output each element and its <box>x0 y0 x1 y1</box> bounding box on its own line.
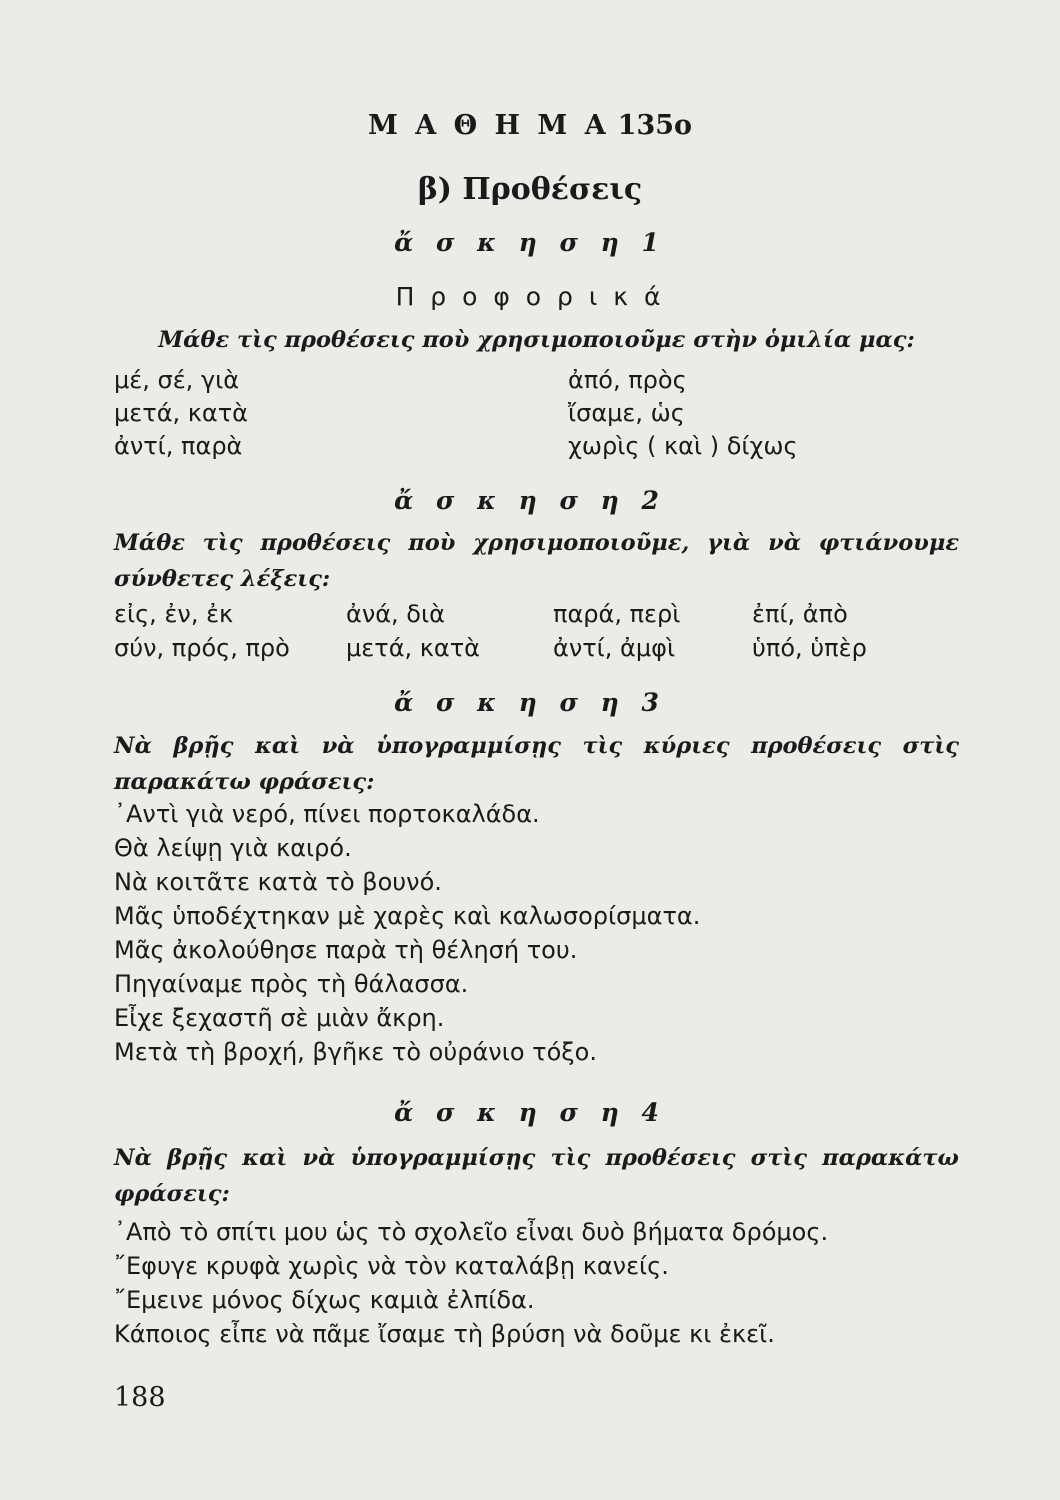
ex1-right-3: χωρὶς ( καὶ ) δίχως <box>568 432 798 460</box>
ex1-left-2: μετά, κατὰ <box>114 399 249 427</box>
ex3-sentence-1: ᾽Αντὶ γιὰ νερό, πίνει πορτοκαλάδα. <box>114 800 540 828</box>
ex2-cell-2-2: μετά, κατὰ <box>346 634 481 662</box>
ex4-sentence-2: ῎Εφυγε κρυφὰ χωρὶς νὰ τὸν καταλάβῃ κανείς. <box>114 1252 669 1280</box>
ex2-cell-1-4: ἐπί, ἀπὸ <box>752 600 848 628</box>
ex4-sentence-1: ᾽Απὸ τὸ σπίτι μου ὡς τὸ σχολεῖο εἶναι δυὸ βήματα δρόμος. <box>114 1218 829 1246</box>
exercise-4-heading: ἄ σ κ η σ η 4 <box>394 1098 666 1127</box>
ex1-left-1: μέ, σέ, γιὰ <box>114 366 240 394</box>
exercise-2-heading: ἄ σ κ η σ η 2 <box>394 486 666 515</box>
ex3-sentence-2: Θὰ λείψῃ γιὰ καιρό. <box>114 834 352 862</box>
lesson-title-text: Μ Α Θ Η Μ Α <box>367 110 610 141</box>
lesson-number: 135ο <box>617 110 693 141</box>
ex1-right-1: ἀπό, πρὸς <box>568 366 687 394</box>
ex2-cell-1-1: εἰς, ἐν, ἐκ <box>114 600 234 628</box>
exercise-4-instruction: Νὰ βρῇς καὶ νὰ ὑπογραμμίσῃς τὶς προθέσεις στὶς παρακάτω φράσεις: <box>114 1145 959 1207</box>
ex3-sentence-6: Πηγαίναμε πρὸς τὴ θάλασσα. <box>114 970 469 998</box>
section-title: β) Προθέσεις <box>417 172 643 207</box>
ex4-sentence-4: Κάποιος εἶπε νὰ πᾶμε ἴσαμε τὴ βρύση νὰ δοῦμε κι ἐκεῖ. <box>114 1320 775 1348</box>
ex4-sentence-3: ῎Εμεινε μόνος δίχως καμιὰ ἐλπίδα. <box>114 1286 535 1314</box>
exercise-3-instruction: Νὰ βρῇς καὶ νὰ ὑπογραμμίσῃς τὶς κύριες προθέσεις στὶς παρακάτω φράσεις: <box>114 733 959 795</box>
exercise-3-heading: ἄ σ κ η σ η 3 <box>394 688 666 717</box>
ex2-cell-1-3: παρά, περὶ <box>553 600 681 628</box>
exercise-1-instruction: Μάθε τὶς προθέσεις ποὺ χρησιμοποιοῦμε στὴν ὁμιλία μας: <box>158 327 915 353</box>
page-number: 188 <box>114 1382 166 1413</box>
ex3-sentence-7: Εἶχε ξεχαστῆ σὲ μιὰν ἄκρη. <box>114 1004 445 1032</box>
ex3-sentence-4: Μᾶς ὑποδέχτηκαν μὲ χαρὲς καὶ καλωσορίσματα. <box>114 902 701 930</box>
exercise-1-subheading: Π ρ ο φ ο ρ ι κ ά <box>395 282 665 311</box>
lesson-title <box>0 110 1060 141</box>
ex2-cell-2-4: ὑπό, ὑπὲρ <box>752 634 867 662</box>
ex3-sentence-8: Μετὰ τὴ βροχή, βγῆκε τὸ οὐράνιο τόξο. <box>114 1038 597 1066</box>
ex3-sentence-5: Μᾶς ἀκολούθησε παρὰ τὴ θέλησή του. <box>114 936 578 964</box>
ex3-sentence-3: Νὰ κοιτᾶτε κατὰ τὸ βουνό. <box>114 868 442 896</box>
exercise-2-instruction: Μάθε τὶς προθέσεις ποὺ χρησιμοποιοῦμε, γιὰ νὰ φτιάνουμε σύνθετες λέξεις: <box>114 530 959 592</box>
ex1-right-2: ἴσαμε, ὡς <box>568 399 685 427</box>
ex2-cell-2-3: ἀντί, ἀμφὶ <box>553 634 676 662</box>
ex2-cell-2-1: σύν, πρός, πρὸ <box>114 634 290 662</box>
ex1-left-3: ἀντί, παρὰ <box>114 432 243 460</box>
exercise-1-heading: ἄ σ κ η σ η 1 <box>394 228 666 257</box>
ex2-cell-1-2: ἀνά, διὰ <box>346 600 445 628</box>
